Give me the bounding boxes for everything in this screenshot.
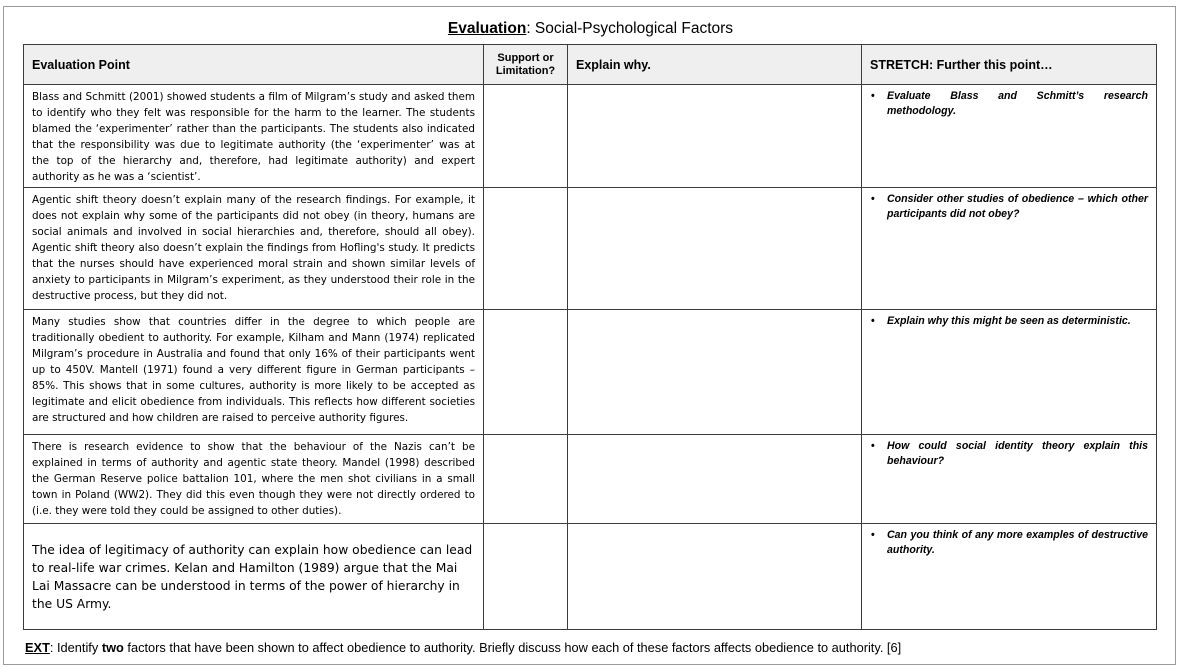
explain-why-cell[interactable] <box>568 188 862 310</box>
evaluation-point-text: The idea of legitimacy of authority can explain how obedience can lead to real-life war crimes. Kelan and Hamilton (1989) argue that the Mai Lai Massacre can be understood in terms of the power of hierarchy in the US Army. <box>32 543 473 611</box>
evaluation-point-cell <box>24 188 484 310</box>
stretch-list <box>862 188 1156 222</box>
table-row <box>24 188 1157 310</box>
bullet-icon: • <box>871 529 875 541</box>
evaluation-point-text: There is research evidence to show that the behaviour of the Nazis can’t be explained in terms of authority and agentic state theory. Mandel (1998) described the German Reserve police battalion 101, where the men shot civilians in a small town in Poland (WW2). They did this even though they were not directly ordered to (i.e. they were told they could be assigned to other duties). <box>32 441 475 517</box>
stretch-cell <box>862 435 1157 524</box>
evaluation-point-cell <box>24 435 484 524</box>
stretch-list <box>862 310 1156 329</box>
stretch-text: How could social identity theory explain this behaviour? <box>887 440 1148 467</box>
table-row <box>24 85 1157 188</box>
page-title <box>0 19 1181 39</box>
bullet-icon: • <box>871 440 875 452</box>
ext-text-two: two <box>101 640 124 655</box>
evaluation-point-cell <box>24 524 484 630</box>
table-header-row <box>24 45 1157 85</box>
stretch-cell <box>862 85 1157 188</box>
bullet-icon: • <box>871 315 875 327</box>
table-row <box>24 524 1157 630</box>
stretch-list <box>862 524 1156 558</box>
evaluation-point-text: Blass and Schmitt (2001) showed students a film of Milgram’s study and asked them to identify who they felt was responsible for the harm to the learner. The students blamed the ‘experimenter’ rather than the participants. The students also indicated that the responsibility was due to legitimate authority (the ‘experimenter’ was at the top of the hierarchy and, therefore, had legitimate authority) and expert authority as he was a ‘scientist’. <box>32 91 475 183</box>
stretch-item <box>870 439 1148 469</box>
ext-text-part2: factors that have been shown to affect obedience to authority. Briefly discuss how each of these factors affects obedience to authority. [6] <box>123 640 902 655</box>
evaluation-point-text: Agentic shift theory doesn’t explain many of the research findings. For example, it does not explain why some of the participants did not obey (in theory, humans are social animals and involved in social hierarchies and, therefore, should all obey). Agentic shift theory also doesn’t explain the findings from Hofling's study. It predicts that the nurses should have experienced moral strain and shown similar levels of anxiety to participants in Milgram’s experiment, as they understood their role in the destructive process, but they did not. <box>32 194 475 302</box>
explain-why-cell[interactable] <box>568 524 862 630</box>
evaluation-point-cell <box>24 310 484 435</box>
support-limitation-cell[interactable] <box>484 85 568 188</box>
stretch-text: Consider other studies of obedience – which other participants did not obey? <box>887 193 1148 220</box>
evaluation-point-cell <box>24 85 484 188</box>
header-support-limitation: Support or Limitation? <box>484 45 568 85</box>
evaluation-table <box>23 44 1157 630</box>
stretch-cell <box>862 188 1157 310</box>
title-rest: : Social-Psychological Factors <box>526 20 734 37</box>
explain-why-cell[interactable] <box>568 85 862 188</box>
support-limitation-cell[interactable] <box>484 310 568 435</box>
header-evaluation-point: Evaluation Point <box>24 45 484 85</box>
header-explain-why: Explain why. <box>568 45 862 85</box>
stretch-text: Evaluate Blass and Schmitt’s research methodology. <box>887 90 1148 117</box>
stretch-cell <box>862 310 1157 435</box>
ext-label: EXT <box>25 640 50 655</box>
stretch-item <box>870 314 1148 329</box>
stretch-cell <box>862 524 1157 630</box>
stretch-text: Can you think of any more examples of destructive authority. <box>887 529 1148 556</box>
title-lead: Evaluation <box>447 20 527 37</box>
evaluation-point-text: Many studies show that countries differ in the degree to which people are traditionally obedient to authority. For example, Kilham and Mann (1974) replicated Milgram’s procedure in Australia and found that only 16% of their participants went up to 450V. Mantell (1971) found a very different figure in German participants – 85%. This shows that in some cultures, authority is more likely to be accepted as legitimate and elicit obedience from individuals. This reflects how different societies are structured and how children are raised to perceive authority figures. <box>32 316 475 424</box>
ext-text-part1: : Identify <box>49 640 102 655</box>
support-limitation-cell[interactable] <box>484 188 568 310</box>
support-limitation-cell[interactable] <box>484 435 568 524</box>
extension-task <box>25 639 901 657</box>
explain-why-cell[interactable] <box>568 435 862 524</box>
stretch-text: Explain why this might be seen as deterministic. <box>887 315 1131 327</box>
table-row <box>24 310 1157 435</box>
stretch-list <box>862 435 1156 469</box>
stretch-list <box>862 85 1156 119</box>
bullet-icon: • <box>871 90 875 102</box>
bullet-icon: • <box>871 193 875 205</box>
explain-why-cell[interactable] <box>568 310 862 435</box>
support-limitation-cell[interactable] <box>484 524 568 630</box>
table-row <box>24 435 1157 524</box>
stretch-item <box>870 528 1148 558</box>
header-stretch: STRETCH: Further this point… <box>862 45 1157 85</box>
stretch-item <box>870 192 1148 222</box>
stretch-item <box>870 89 1148 119</box>
